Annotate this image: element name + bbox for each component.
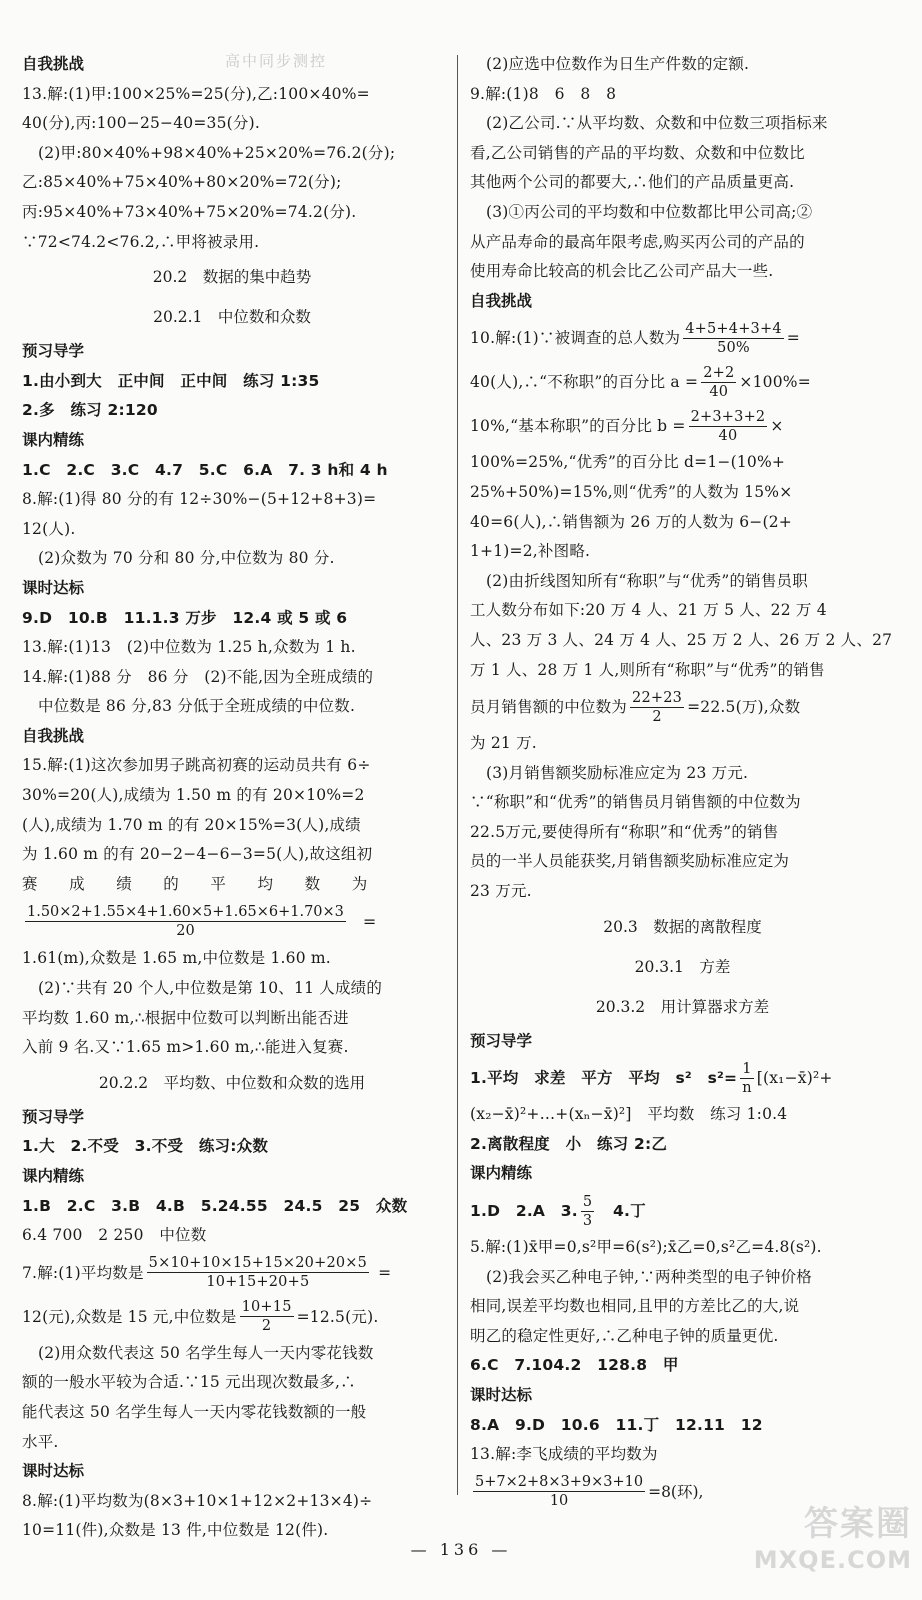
section-heading: 课时达标 bbox=[22, 1462, 85, 1481]
fraction-denominator: 40 bbox=[709, 383, 729, 400]
text-line: 10=11(件),众数是 13 件,中位数是 12(件). bbox=[22, 1521, 329, 1540]
formula-suffix: 4.丁 bbox=[597, 1202, 646, 1221]
answer-line: 2.离散程度 小 练习 2:乙 bbox=[470, 1134, 668, 1153]
section-heading: 课内精练 bbox=[22, 430, 85, 449]
text-line: 能代表这 50 名学生每人一天内零花钱数额的一般 bbox=[22, 1402, 367, 1421]
section-heading: 预习导学 bbox=[22, 1107, 85, 1126]
fraction-denominator: 2 bbox=[261, 1318, 272, 1335]
watermark-logo bbox=[742, 1502, 912, 1592]
text-line: 1.61(m),众数是 1.65 m,中位数是 1.60 m. bbox=[22, 949, 331, 968]
answer-line: 1.C 2.C 3.C 4.7 5.C 6.A 7. 3 h和 4 h bbox=[22, 460, 388, 479]
formula-line bbox=[22, 899, 442, 944]
text-line: 为 21 万. bbox=[470, 734, 537, 753]
text-line: 13.解:(1)13 (2)中位数为 1.25 h,众数为 1 h. bbox=[22, 638, 356, 657]
formula-prefix: 40(人),∴“不称职”的百分比 a = bbox=[470, 373, 699, 392]
answer-line: 8.A 9.D 10.6 11.丁 12.11 12 bbox=[470, 1415, 763, 1434]
formula-prefix: 10%,“基本称职”的百分比 b = bbox=[470, 417, 686, 436]
text-line: (2)乙公司.∵从平均数、众数和中位数三项指标来 bbox=[486, 114, 828, 133]
fraction-numerator: 1.50×2+1.55×4+1.60×5+1.65×6+1.70×3 bbox=[27, 904, 344, 921]
fraction bbox=[701, 364, 736, 401]
formula-prefix: 员月销售额的中位数为 bbox=[470, 698, 628, 717]
subchapter-heading: 20.3.2 用计算器求方差 bbox=[595, 997, 770, 1016]
text-line: 丙:95×40%+73×40%+75×20%=74.2(分). bbox=[22, 202, 357, 221]
text-line: 乙:85×40%+75×40%+80×20%=72(分); bbox=[22, 173, 342, 192]
text-line: 30%=20(人),成绩为 1.50 m 的有 20×10%=2 bbox=[22, 786, 365, 805]
formula-suffix: =8(环), bbox=[648, 1482, 704, 1501]
text-line: 8.解:(1)得 80 分的有 12÷30%−(5+12+8+3)= bbox=[22, 490, 377, 509]
fraction-numerator: 5×10+10×15+15×20+20×5 bbox=[148, 1255, 368, 1272]
faint-header-text: 高中同步测控 bbox=[225, 52, 328, 70]
chapter-heading: 20.3 数据的离散程度 bbox=[603, 917, 762, 936]
formula-line bbox=[470, 360, 895, 404]
text-line: 入前 9 名.又∵1.65 m>1.60 m,∴能进入复赛. bbox=[22, 1038, 349, 1057]
section-heading: 预习导学 bbox=[22, 342, 85, 361]
text-line: (2)∵共有 20 个人,中位数是第 10、11 人成绩的 bbox=[38, 979, 383, 998]
text-line: 25%+50%)=15%,则“优秀”的人数为 15%× bbox=[470, 482, 793, 501]
fraction-numerator: 1 bbox=[742, 1060, 752, 1077]
fraction-numerator: 5 bbox=[582, 1193, 593, 1210]
equals-sign: = bbox=[362, 911, 377, 931]
text-line: 9.解:(1)8 6 8 8 bbox=[470, 84, 617, 103]
section-heading: 课内精练 bbox=[470, 1164, 533, 1183]
answer-line: 1.B 2.C 3.B 4.B 5.24.55 24.5 25 众数 bbox=[22, 1196, 408, 1215]
watermark-url: MXQE.COM bbox=[753, 1546, 912, 1574]
text-line: 使用寿命比较高的机会比乙公司产品大一些. bbox=[470, 262, 774, 281]
formula-line bbox=[470, 1189, 895, 1233]
fraction-numerator: 22+23 bbox=[632, 689, 683, 706]
text-line: (2)应选中位数作为日生产件数的定额. bbox=[486, 55, 750, 73]
fraction-numerator: 10+15 bbox=[241, 1299, 292, 1316]
answer-line: 2.多 练习 2:120 bbox=[22, 401, 158, 420]
text-line: 中位数是 86 分,83 分低于全班成绩的中位数. bbox=[38, 697, 356, 716]
text-line: 12(人). bbox=[22, 519, 76, 538]
text-line: 40(分),丙:100−25−40=35(分). bbox=[22, 114, 261, 133]
text-line: 为 1.60 m 的有 20−2−4−6−3=5(人),故这组初 bbox=[22, 845, 373, 864]
fraction bbox=[683, 320, 784, 357]
text-line: (3)月销售额奖励标准应定为 23 万元. bbox=[486, 763, 749, 782]
text-line: 水平. bbox=[22, 1432, 59, 1451]
answer-line: 6.4 700 2 250 中位数 bbox=[22, 1226, 207, 1245]
formula-suffix: =12.5(元). bbox=[296, 1307, 379, 1326]
fraction-denominator: 50% bbox=[717, 339, 750, 356]
text-line: 14.解:(1)88 分 86 分 (2)不能,因为全班成绩的 bbox=[22, 667, 374, 686]
text-line: 40=6(人),∴销售额为 26 万的人数为 6−(2+ bbox=[470, 512, 792, 531]
text-line: 赛 成 绩 的 平 均 数 为 bbox=[22, 874, 368, 893]
text-line: 其他两个公司的都要大,∴他们的产品质量更高. bbox=[470, 173, 795, 192]
text-line: ∵72<74.2<76.2,∴甲将被录用. bbox=[22, 232, 260, 251]
subchapter-heading: 20.2.1 中位数和众数 bbox=[153, 308, 311, 327]
text-line: 工人数分布如下:20 万 4 人、21 万 5 人、22 万 4 bbox=[470, 601, 827, 620]
text-line: (2)由折线图知所有“称职”与“优秀”的销售员职 bbox=[486, 571, 808, 590]
chapter-heading: 20.2 数据的集中趋势 bbox=[152, 268, 312, 287]
formula-line bbox=[470, 316, 895, 360]
text-line: (3)①丙公司的平均数和中位数都比甲公司高;② bbox=[486, 202, 813, 221]
formula-prefix: 7.解:(1)平均数是 bbox=[22, 1263, 144, 1282]
fraction-denominator: 20 bbox=[176, 923, 195, 940]
fraction bbox=[689, 408, 768, 445]
fraction-denominator: 3 bbox=[582, 1212, 593, 1229]
formula-line bbox=[22, 1251, 442, 1295]
text-line: 22.5万元,要使得所有“称职”和“优秀”的销售 bbox=[470, 822, 779, 841]
fraction-denominator: n bbox=[742, 1079, 752, 1096]
fraction bbox=[240, 1298, 294, 1335]
text-line: 员的一半人员能获奖,月销售额奖励标准应定为 bbox=[470, 852, 790, 871]
section-heading: 自我挑战 bbox=[22, 55, 85, 73]
fraction-denominator: 10 bbox=[549, 1493, 569, 1510]
text-line: 5.解:(1)x̄甲=0,s²甲=6(s²);x̄乙=0,s²乙=4.8(s²). bbox=[470, 1238, 822, 1257]
right-column bbox=[470, 50, 895, 1514]
fraction-numerator: 2+3+3+2 bbox=[690, 408, 766, 425]
formula-line bbox=[470, 1056, 895, 1100]
fraction bbox=[581, 1193, 594, 1230]
section-heading: 课时达标 bbox=[22, 578, 85, 597]
section-heading: 自我挑战 bbox=[22, 726, 85, 745]
text-line: 额的一般水平较为合适.∵15 元出现次数最多,∴ bbox=[22, 1373, 356, 1392]
formula-suffix: =22.5(万),众数 bbox=[687, 698, 801, 717]
equals-sign: = bbox=[378, 1263, 392, 1282]
text-line: 13.解:李飞成绩的平均数为 bbox=[470, 1445, 658, 1464]
text-line: 平均数 1.60 m,∴根据中位数可以判断出能否进 bbox=[22, 1008, 349, 1027]
fraction-numerator: 4+5+4+3+4 bbox=[685, 320, 782, 337]
formula-line bbox=[470, 404, 895, 448]
section-heading: 预习导学 bbox=[470, 1031, 533, 1050]
text-line: (2)我会买乙种电子钟,∵两种类型的电子钟价格 bbox=[486, 1267, 812, 1286]
text-line: 看,乙公司销售的产品的平均数、众数和中位数比 bbox=[470, 143, 805, 162]
text-line: (2)用众数代表这 50 名学生每人一天内零花钱数 bbox=[38, 1343, 374, 1362]
text-line: 100%=25%,“优秀”的百分比 d=1−(10%+ bbox=[470, 453, 786, 472]
section-heading: 课时达标 bbox=[470, 1386, 533, 1404]
text-line: (2)众数为 70 分和 80 分,中位数为 80 分. bbox=[38, 549, 335, 568]
equals-sign: = bbox=[786, 329, 800, 348]
formula-suffix: × bbox=[770, 417, 784, 436]
page-number: — 136 — bbox=[410, 1540, 512, 1559]
text-line: 1+1)=2,补图略. bbox=[470, 542, 591, 561]
text-line: 从产品寿命的最高年限考虑,购买丙公司的产品的 bbox=[470, 232, 805, 251]
formula-suffix: ×100%= bbox=[739, 373, 811, 392]
text-line: 23 万元. bbox=[470, 882, 532, 901]
text-line: 13.解:(1)甲:100×25%=25(分),乙:100×40%= bbox=[22, 84, 370, 103]
section-heading: 课内精练 bbox=[22, 1167, 85, 1185]
answer-line: 1.由小到大 正中间 正中间 练习 1:35 bbox=[22, 371, 320, 390]
fraction bbox=[147, 1254, 369, 1291]
fraction-numerator: 5+7×2+8×3+9×3+10 bbox=[475, 1474, 644, 1491]
formula-line bbox=[470, 685, 895, 729]
text-line: (人),成绩为 1.70 m 的有 20×15%=3(人),成绩 bbox=[22, 815, 361, 834]
formula-prefix: 1.D 2.A 3. bbox=[470, 1202, 578, 1221]
text-line: (2)甲:80×40%+98×40%+25×20%=76.2(分); bbox=[38, 143, 396, 162]
text-line: 相同,误差平均数也相同,且甲的方差比乙的大,说 bbox=[470, 1297, 800, 1316]
text-line: 15.解:(1)这次参加男子跳高初赛的运动员共有 6÷ bbox=[22, 756, 371, 775]
fraction-denominator: 40 bbox=[718, 427, 738, 444]
formula-prefix: 1.平均 求差 平方 平均 s² s²= bbox=[470, 1069, 738, 1088]
fraction bbox=[740, 1060, 754, 1097]
text-line: 8.解:(1)平均数为(8×3+10×1+12×2+13×4)÷ bbox=[22, 1491, 373, 1510]
fraction bbox=[473, 1473, 645, 1510]
text-line: (x₂−x̄)²+…+(xₙ−x̄)²] 平均数 练习 1:0.4 bbox=[470, 1105, 788, 1124]
fraction-denominator: 10+15+20+5 bbox=[206, 1274, 310, 1291]
formula-suffix: [(x₁−x̄)²+ bbox=[756, 1069, 833, 1088]
answer-line: 1.大 2.不受 3.不受 练习:众数 bbox=[22, 1137, 269, 1156]
text-line: ∵“称职”和“优秀”的销售员月销售额的中位数为 bbox=[470, 793, 801, 812]
text-line: 万 1 人、28 万 1 人,则所有“称职”与“优秀”的销售 bbox=[470, 660, 825, 679]
column-divider bbox=[457, 55, 458, 1495]
formula-prefix: 12(元),众数是 15 元,中位数是 bbox=[22, 1307, 237, 1326]
formula-prefix: 10.解:(1)∵被调查的总人数为 bbox=[470, 329, 681, 348]
fraction-numerator: 2+2 bbox=[703, 364, 735, 381]
subchapter-heading: 20.3.1 方差 bbox=[634, 957, 731, 976]
fraction bbox=[630, 689, 684, 726]
answer-line: 6.C 7.104.2 128.8 甲 bbox=[470, 1356, 679, 1375]
fraction-denominator: 2 bbox=[652, 708, 662, 725]
left-column bbox=[22, 50, 442, 1546]
fraction bbox=[25, 903, 346, 940]
answer-line: 9.D 10.B 11.1.3 万步 12.4 或 5 或 6 bbox=[22, 608, 348, 627]
formula-line bbox=[22, 1295, 442, 1339]
text-line: 明乙的稳定性更好,∴乙种电子钟的质量更优. bbox=[470, 1326, 779, 1345]
section-heading: 自我挑战 bbox=[470, 291, 533, 310]
text-line: 人、23 万 3 人、24 万 4 人、25 万 2 人、26 万 2 人、27 bbox=[470, 630, 893, 649]
watermark-glyphs: 答案圈 bbox=[804, 1504, 912, 1544]
subchapter-heading: 20.2.2 平均数、中位数和众数的选用 bbox=[98, 1073, 366, 1092]
